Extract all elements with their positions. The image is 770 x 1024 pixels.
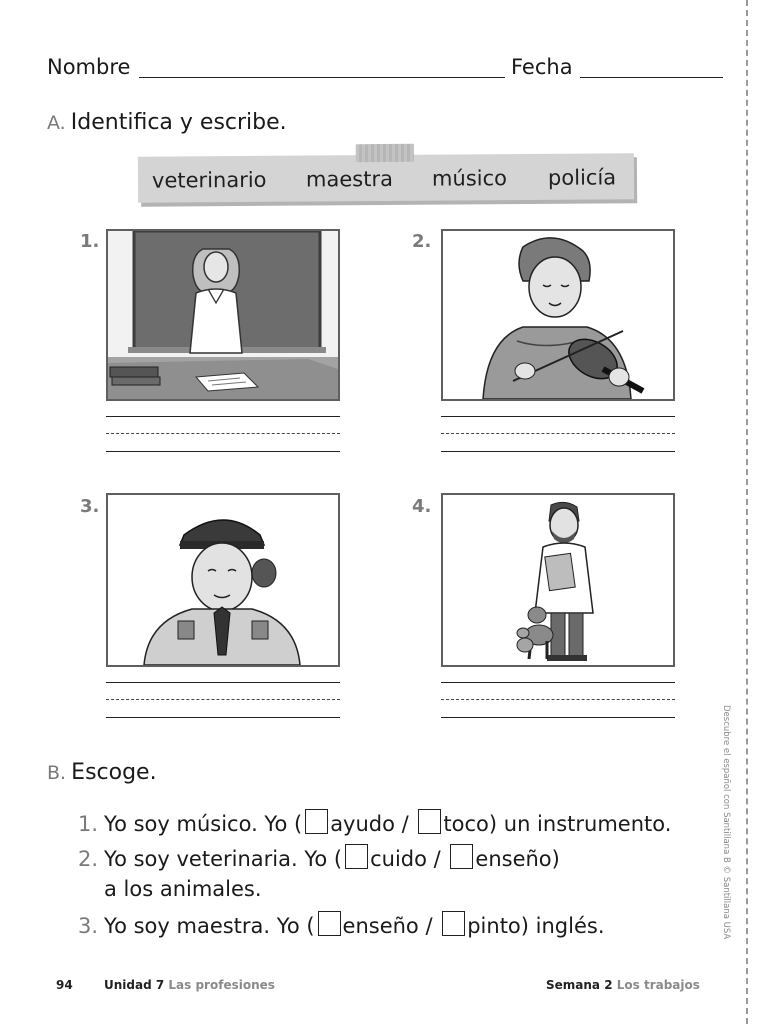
page-number: 94 xyxy=(56,978,73,992)
item-number: 2. xyxy=(412,231,432,252)
option-label: enseño / xyxy=(342,914,433,938)
option-label: ayudo / xyxy=(330,812,409,836)
option-label: pinto) inglés. xyxy=(467,914,605,938)
section-b-title: Escoge. xyxy=(71,760,157,785)
question-text: Yo soy veterinaria. Yo ( xyxy=(104,847,343,871)
week-info xyxy=(546,978,700,992)
option-checkbox[interactable] xyxy=(418,809,441,834)
word-bank-word: policía xyxy=(547,165,617,190)
veterinarian-picture xyxy=(441,493,675,667)
question-3 xyxy=(78,911,605,938)
unit-info xyxy=(104,978,275,992)
question-number: 1. xyxy=(78,812,99,836)
section-b-letter: B. xyxy=(47,762,67,784)
option-label: enseño) xyxy=(475,847,560,871)
date-label: Fecha xyxy=(511,55,573,79)
section-a-title: Identifica y escribe. xyxy=(70,110,287,135)
unit-name: Las profesiones xyxy=(168,978,275,992)
cut-line xyxy=(746,0,748,1024)
teacher-illustration xyxy=(108,231,338,399)
item-number: 3. xyxy=(80,496,100,517)
writing-lines[interactable] xyxy=(106,416,340,452)
name-label: Nombre xyxy=(47,55,131,79)
section-b-heading xyxy=(47,760,157,785)
violinist-picture xyxy=(441,229,675,401)
header-row xyxy=(47,55,727,87)
section-a-letter: A. xyxy=(47,112,66,134)
writing-lines[interactable] xyxy=(441,416,675,452)
tape-strip xyxy=(356,144,414,162)
option-label: toco) un instrumento. xyxy=(443,812,672,836)
writing-lines[interactable] xyxy=(106,682,340,718)
date-field[interactable] xyxy=(580,77,723,78)
word-bank-word: veterinario xyxy=(151,167,267,193)
name-field[interactable] xyxy=(139,77,505,78)
question-text: Yo soy músico. Yo ( xyxy=(104,812,303,836)
veterinarian-illustration xyxy=(443,495,673,665)
side-credit xyxy=(721,705,743,945)
copyright-text: Descubre el español con Santillana B © Santillana USA xyxy=(721,705,731,940)
question-2 xyxy=(78,844,560,871)
option-checkbox[interactable] xyxy=(305,809,328,834)
police-officer-illustration xyxy=(108,495,338,665)
writing-lines[interactable] xyxy=(441,682,675,718)
option-checkbox[interactable] xyxy=(442,911,465,936)
violinist-illustration xyxy=(443,231,673,399)
week-name: Los trabajos xyxy=(616,978,700,992)
option-checkbox[interactable] xyxy=(450,844,473,869)
question-1 xyxy=(78,809,671,836)
option-checkbox[interactable] xyxy=(318,911,341,936)
word-bank-word: músico xyxy=(431,166,508,191)
section-a-heading xyxy=(47,110,287,135)
item-number: 4. xyxy=(412,496,432,517)
word-bank xyxy=(138,153,634,202)
question-text: Yo soy maestra. Yo ( xyxy=(104,914,315,938)
unit-label: Unidad 7 xyxy=(104,978,165,992)
item-number: 1. xyxy=(80,231,100,252)
question-number: 2. xyxy=(78,847,99,871)
option-label: cuido / xyxy=(370,847,441,871)
question-number: 3. xyxy=(78,914,99,938)
option-checkbox[interactable] xyxy=(345,844,368,869)
word-bank-word: maestra xyxy=(305,166,394,192)
week-label: Semana 2 xyxy=(546,978,613,992)
police-picture xyxy=(106,493,340,667)
question-2-continuation: a los animales. xyxy=(104,877,262,901)
teacher-picture xyxy=(106,229,340,401)
